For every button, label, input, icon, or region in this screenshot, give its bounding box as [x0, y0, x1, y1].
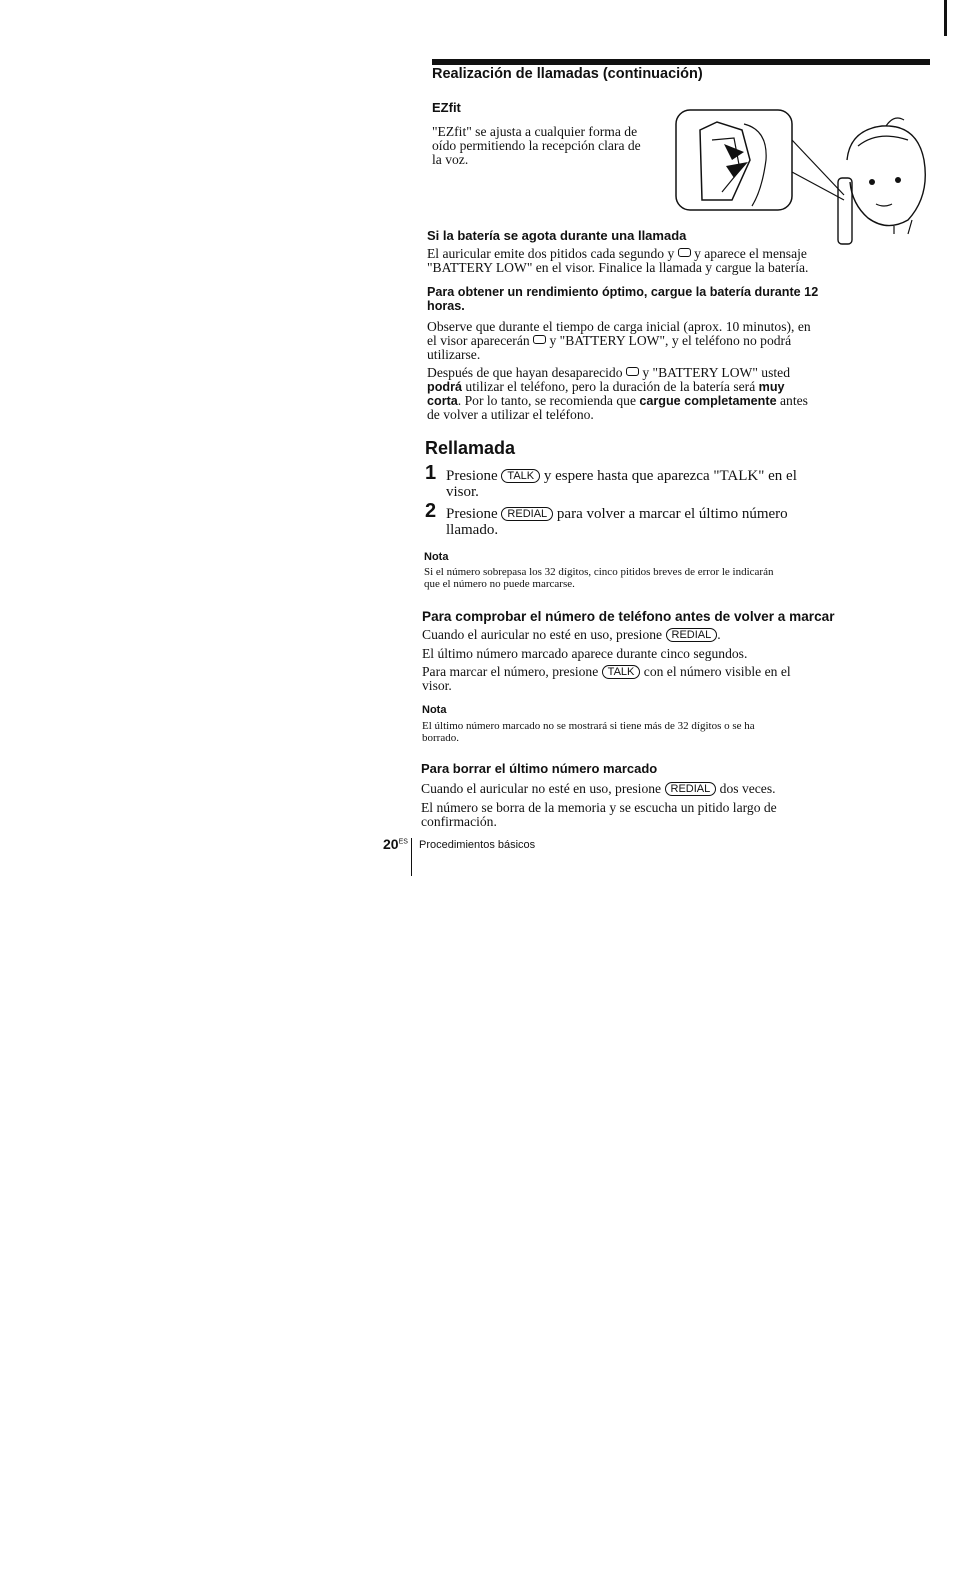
- ezfit-illustration: [672, 100, 942, 250]
- borrar-line-2: El número se borra de la memoria y se escucha un pitido largo de confirmación.: [421, 800, 777, 829]
- battery-icon: [626, 367, 639, 376]
- comprobar-line-1: Cuando el auricular no esté en uso, presione REDIAL .: [422, 627, 721, 642]
- battery-icon: [678, 248, 691, 257]
- talk-key: TALK: [501, 469, 540, 483]
- step-2-text: Presione REDIAL para volver a marcar el último número llamado.: [446, 506, 788, 538]
- redial-key: REDIAL: [666, 628, 718, 642]
- comprobar-line-3: Para marcar el número, presione TALK con el número visible en el visor.: [422, 664, 791, 693]
- footer-divider: [411, 838, 412, 876]
- borrar-line-1: Cuando el auricular no esté en uso, presione REDIAL dos veces.: [421, 781, 776, 796]
- step-1-number: 1: [425, 462, 437, 484]
- page-number: $20^{ES}$: [383, 836, 408, 852]
- edge-mark: [944, 0, 947, 36]
- battery-paragraph-2: Observe que durante el tiempo de carga inicial (aprox. 10 minutos), en el visor aparecerán y "BATTERY LOW", y el teléfono no podrá utilizarse.: [427, 319, 811, 362]
- section-title: Realización de llamadas (continuación): [432, 66, 703, 82]
- comprobar-line-2: El último número marcado aparece durante cinco segundos.: [422, 646, 748, 661]
- battery-bold-note: Para obtener un rendimiento óptimo, cargue la batería durante 12 horas.: [427, 285, 819, 313]
- nota-2-text: El último número marcado no se mostrará si tiene más de 32 dígitos o se ha borrado.: [422, 720, 755, 744]
- header-rule: [432, 59, 930, 65]
- nota-1-text: Si el número sobrepasa los 32 dígitos, cinco pitidos breves de error le indicarán que el número no puede marcarse.: [424, 566, 774, 590]
- step-1-text: Presione TALK y espere hasta que aparezca "TALK" en el visor.: [446, 468, 797, 500]
- talk-key: TALK: [602, 665, 641, 679]
- step-2-number: 2: [425, 500, 437, 522]
- battery-icon: [533, 335, 546, 344]
- battery-paragraph-1: El auricular emite dos pitidos cada segundo y y aparece el mensaje "BATTERY LOW" en el visor. Finalice la llamada y cargue la batería.: [427, 246, 809, 275]
- ezfit-text: "EZfit" se ajusta a cualquier forma de oído permitiendo la recepción clara de la voz.: [432, 124, 641, 167]
- redial-key: REDIAL: [665, 782, 717, 796]
- borrar-title: Para borrar el último número marcado: [421, 761, 658, 776]
- redial-key: REDIAL: [501, 507, 553, 521]
- nota-2-title: Nota: [422, 704, 447, 716]
- battery-title: Si la batería se agota durante una llamada: [427, 228, 687, 243]
- comprobar-title: Para comprobar el número de teléfono antes de volver a marcar: [422, 609, 835, 624]
- battery-paragraph-3: Después de que hayan desaparecido y "BATTERY LOW" usted podrá utilizar el teléfono, pero la duración de la batería será muy corta. Por lo tanto, se recomienda que cargue completamente antes de volver a utilizar el teléfono.: [427, 365, 808, 422]
- ezfit-title: EZfit: [432, 100, 461, 115]
- footer-section: Procedimientos básicos: [419, 839, 536, 851]
- nota-1-title: Nota: [424, 551, 449, 563]
- rellamada-title: Rellamada: [425, 438, 516, 458]
